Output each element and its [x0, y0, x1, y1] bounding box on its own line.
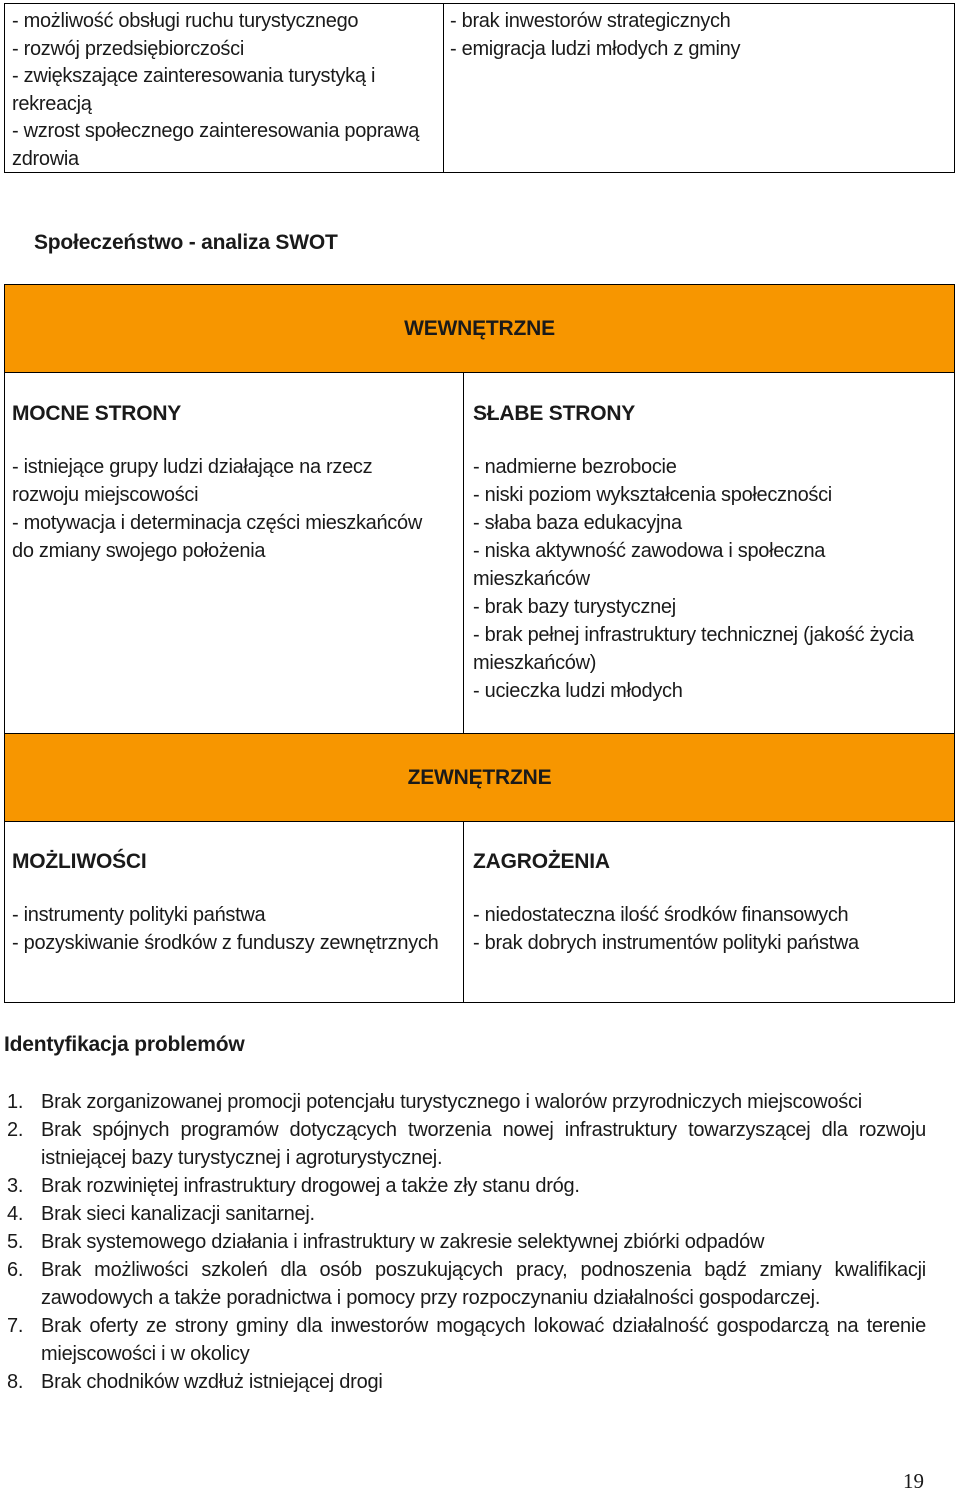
- list-item: [4, 1088, 926, 1116]
- text-line: - zwiększające zainteresowania turystyką i: [12, 65, 376, 87]
- weaknesses-cell: [464, 373, 954, 733]
- list-item: [4, 1228, 926, 1256]
- text-line: - motywacja i determinacja części mieszkańców: [12, 512, 422, 534]
- text-line: - brak pełnej infrastruktury technicznej (jakość życia: [473, 624, 914, 646]
- section-title: Społeczeństwo - analiza SWOT: [34, 231, 338, 254]
- text-line: - istniejące grupy ludzi działające na rzecz: [12, 456, 373, 478]
- problems-list: [4, 1088, 926, 1396]
- list-number: 1.: [7, 1091, 24, 1113]
- text-line: - ucieczka ludzi młodych: [473, 680, 683, 702]
- text-line: - rozwój przedsiębiorczości: [12, 37, 244, 60]
- problems-heading: Identyfikacja problemów: [4, 1033, 245, 1056]
- list-item-text: Brak chodników wzdłuż istniejącej drogi: [41, 1371, 383, 1393]
- list-item-text: Brak oferty ze strony gminy dla inwestorów mogących lokować działalność gospodarczą na terenie miejscowości i w okolicy: [41, 1315, 926, 1365]
- opportunities-cell: [5, 821, 464, 1002]
- text-line: - emigracja ludzi młodych z gminy: [450, 37, 741, 60]
- text-line: rekreacją: [12, 92, 92, 115]
- list-item: [4, 1200, 926, 1228]
- list-item-text: Brak możliwości szkoleń dla osób poszukujących pracy, podnoszenia bądź zmiany kwalifikacji zawodowych a także poradnictwa i pomocy przy rozpoczynaniu działalności gospodarczej.: [41, 1259, 926, 1309]
- internal-header-band: WEWNĘTRZNE: [5, 285, 954, 373]
- text-line: mieszkańców): [473, 652, 597, 674]
- text-line: - słaba baza edukacyjna: [473, 512, 682, 534]
- text-line: do zmiany swojego położenia: [12, 540, 266, 562]
- text-line: - niska aktywność zawodowa i społeczna: [473, 540, 826, 562]
- text-line: - możliwość obsługi ruchu turystycznego: [12, 10, 359, 32]
- list-item: [4, 1116, 926, 1172]
- list-item-text: Brak zorganizowanej promocji potencjału turystycznego i walorów przyrodniczych miejscowości: [41, 1091, 862, 1113]
- list-number: 6.: [7, 1259, 24, 1281]
- list-number: 7.: [7, 1315, 24, 1337]
- text-line: - instrumenty polityki państwa: [12, 904, 266, 926]
- text-line: zdrowia: [12, 147, 79, 170]
- list-number: 5.: [7, 1231, 24, 1253]
- list-number: 4.: [7, 1203, 24, 1225]
- list-item: [4, 1312, 926, 1368]
- text-line: - niski poziom wykształcenia społeczności: [473, 484, 832, 506]
- text-line: - brak inwestorów strategicznych: [450, 10, 731, 32]
- list-item-text: Brak rozwiniętej infrastruktury drogowej a także zły stanu dróg.: [41, 1175, 580, 1197]
- text-line: - brak bazy turystycznej: [473, 596, 676, 618]
- opportunities-heading: MOŻLIWOŚCI: [12, 850, 147, 873]
- text-line: - pozyskiwanie środków z funduszy zewnętrznych: [12, 932, 439, 954]
- strengths-heading: MOCNE STRONY: [12, 402, 182, 425]
- text-line: mieszkańców: [473, 568, 590, 590]
- list-item: [4, 1368, 926, 1396]
- text-line: - brak dobrych instrumentów polityki państwa: [473, 932, 859, 954]
- list-number: 3.: [7, 1175, 24, 1197]
- opportunities-continued-cell: [5, 4, 444, 172]
- external-header-band: ZEWNĘTRZNE: [5, 733, 954, 822]
- strengths-cell: [5, 373, 464, 733]
- threats-cell: [464, 821, 954, 1002]
- text-line: - wzrost społecznego zainteresowania poprawą: [12, 120, 420, 142]
- list-item-text: Brak sieci kanalizacji sanitarnej.: [41, 1203, 315, 1225]
- list-item-text: Brak systemowego działania i infrastruktury w zakresie selektywnej zbiórki odpadów: [41, 1231, 765, 1253]
- swot-continuation-table: [4, 3, 955, 173]
- list-item: [4, 1256, 926, 1312]
- list-number: 2.: [7, 1119, 24, 1141]
- text-line: rozwoju miejscowości: [12, 484, 199, 506]
- text-line: - niedostateczna ilość środków finansowych: [473, 904, 849, 926]
- weaknesses-heading: SŁABE STRONY: [473, 402, 636, 425]
- swot-table: [4, 284, 955, 1003]
- text-line: - nadmierne bezrobocie: [473, 456, 677, 478]
- page-number: 19: [903, 1469, 924, 1493]
- threats-continued-cell: [444, 4, 954, 172]
- list-item: [4, 1172, 926, 1200]
- list-item-text: Brak spójnych programów dotyczących tworzenia nowej infrastruktury towarzyszącej dla rozwoju istniejącej bazy turystycznej i agroturystycznej.: [41, 1119, 926, 1169]
- list-number: 8.: [7, 1371, 24, 1393]
- threats-heading: ZAGROŻENIA: [473, 850, 610, 873]
